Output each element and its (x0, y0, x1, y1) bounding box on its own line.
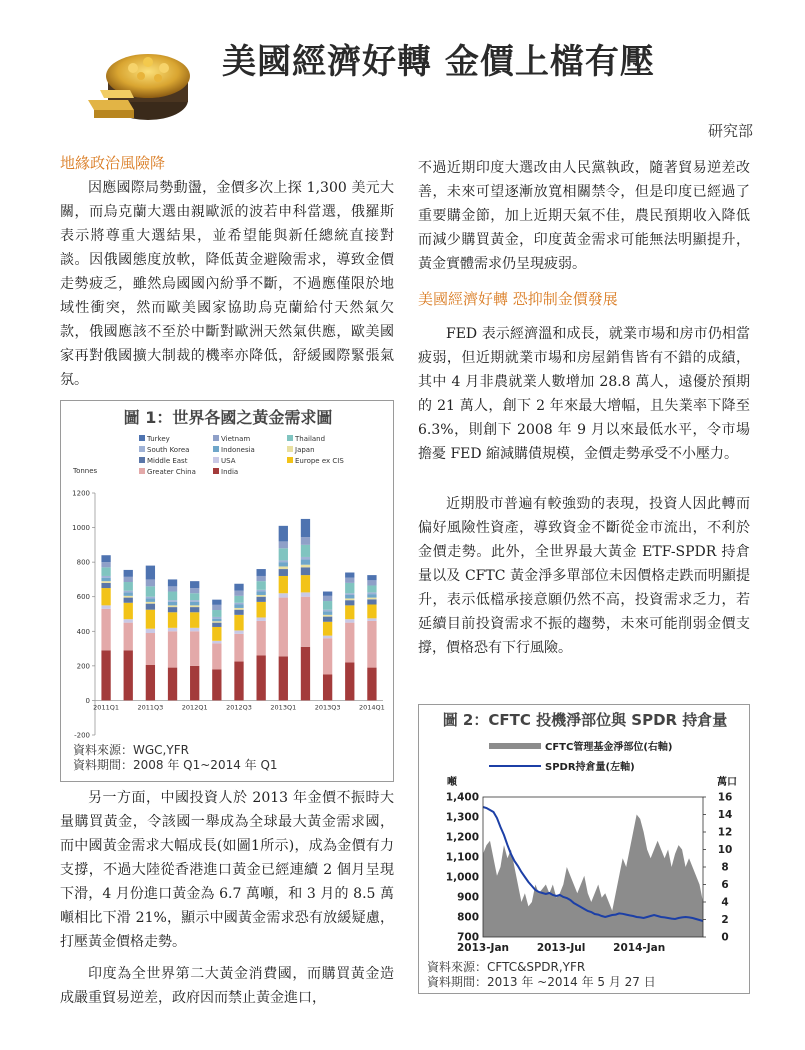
legend-swatch (213, 446, 219, 452)
bar-segment (301, 567, 310, 575)
bar-segment (323, 592, 332, 596)
bar-segment (190, 612, 199, 628)
bar-segment (146, 633, 155, 665)
bar-segment (301, 537, 310, 545)
figure-1-title: 圖 1：世界各國之黃金需求圖 (123, 408, 333, 427)
bar-segment (367, 604, 376, 618)
gold-demand-chart (61, 429, 393, 747)
bar-segment (367, 594, 376, 597)
bar-segment (301, 592, 310, 596)
bar-segment (101, 578, 110, 581)
bar-segment (279, 562, 288, 566)
legend-swatch (139, 468, 145, 474)
legend-swatch (213, 468, 219, 474)
bar-segment (146, 602, 155, 604)
left-tick-label: 1,000 (445, 871, 479, 884)
section-heading-us-economy: 美國經濟好轉 恐抑制金價發展 (418, 290, 618, 308)
bar-segment (257, 576, 266, 581)
right-tick-label: 6 (721, 879, 729, 891)
bar-segment (301, 545, 310, 557)
paragraph-geopolitics: 因應國際局勢動盪，金價多次上探 1,300 美元大關，而烏克蘭大選由親歐派的波若申科當選，俄羅斯表示將尊重大選結果，並希望能與新任總統直接對談。因俄國態度放軟，降低黃金避險需求，導致金價走勢疲乏，雖然烏國國內紛爭不斷，不過應僅限於地域性衝突，然而歐美國家協助烏克蘭給付天然氣欠款，俄國應該不至於中斷對歐洲天然氣供應，歐美國家再對俄國擴大制裁的機率亦降低，舒緩國際緊張氣氛。 (60, 180, 394, 388)
right-axis-unit: 萬口 (717, 777, 737, 788)
legend-label: Indonesia (221, 446, 255, 454)
legend-label: Middle East (147, 457, 188, 465)
bar-segment (257, 597, 266, 602)
bar-segment (168, 605, 177, 607)
paragraph-india-cont: 不過近期印度大選改由人民黨執政，隨著貿易逆差改善，未來可望逐漸放寬相關禁令，但是印度已經過了重要購金節，加上近期天氣不佳，農民預期收入降低而減少購買黃金，印度黃金需求可能無法明顯提升，黃金實體需求仍呈現疲弱。 (418, 160, 750, 272)
bar-segment (367, 585, 376, 592)
bar-segment (101, 650, 110, 700)
y-tick-label: 600 (76, 593, 90, 602)
bar-segment (168, 592, 177, 601)
x-tick-label: 2012Q1 (181, 703, 208, 712)
legend-swatch (139, 457, 145, 463)
right-tick-label: 4 (721, 896, 729, 909)
bar-segment (301, 575, 310, 592)
bar-segment (367, 575, 376, 580)
bar-segment (234, 608, 243, 610)
y-tick-label: 400 (76, 627, 90, 636)
y-tick-label: 800 (76, 558, 90, 567)
right-tick-label: 14 (717, 809, 733, 821)
bar-segment (101, 555, 110, 562)
bar-segment (234, 662, 243, 701)
bar-segment (279, 576, 288, 593)
bar-segment (212, 600, 221, 605)
y-tick-label: 1000 (72, 524, 90, 533)
legend-label-spdr: SPDR持倉量(左軸) (545, 762, 635, 773)
bar-segment (234, 610, 243, 615)
bar-segment (257, 590, 266, 592)
legend-swatch (287, 435, 293, 441)
bar-segment (124, 598, 133, 603)
bar-segment (190, 631, 199, 666)
bar-segment (168, 600, 177, 602)
bar-segment (257, 602, 266, 618)
x-tick-label: 2012Q3 (226, 703, 252, 712)
legend-label: Vietnam (221, 435, 251, 443)
bar-segment (279, 598, 288, 657)
bar-segment (301, 557, 310, 560)
bar-segment (367, 618, 376, 621)
bar-segment (279, 593, 288, 597)
bar-segment (234, 615, 243, 631)
bar-segment (124, 582, 133, 591)
figure-1 (60, 400, 394, 782)
bar-segment (212, 627, 221, 641)
legend-label: Europe ex CIS (295, 457, 344, 465)
bar-segment (345, 595, 354, 598)
bar-segment (146, 604, 155, 610)
legend-swatch (213, 435, 219, 441)
bar-segment (323, 638, 332, 674)
right-tick-label: 12 (717, 826, 733, 839)
bar-segment (234, 604, 243, 607)
bar-segment (124, 619, 133, 622)
bar-segment (323, 615, 332, 617)
bar-segment (168, 668, 177, 701)
right-tick-label: 8 (721, 861, 729, 874)
bar-segment (257, 617, 266, 620)
bar-segment (190, 607, 199, 612)
bar-segment (301, 565, 310, 568)
bar-segment (146, 610, 155, 629)
right-tick-label: 0 (721, 931, 729, 944)
bar-segment (212, 669, 221, 700)
y-tick-label: -200 (74, 731, 90, 740)
bar-segment (345, 573, 354, 578)
x-tick-label: 2013Q3 (314, 703, 341, 712)
bar-segment (146, 629, 155, 633)
cftc-spdr-chart (419, 731, 749, 959)
right-tick-label: 16 (717, 791, 733, 804)
bar-segment (257, 621, 266, 656)
bar-segment (234, 603, 243, 605)
x-tick-label: 2014Q1 (359, 703, 385, 712)
department-label: 研究部 (708, 122, 754, 140)
bar-segment (146, 597, 155, 599)
page-title: 美國經濟好轉 金價上檔有壓 (222, 42, 655, 82)
bar-segment (257, 581, 266, 590)
bar-segment (124, 577, 133, 582)
legend-label: USA (221, 457, 236, 465)
section-heading-geopolitics: 地緣政治風險降 (60, 154, 166, 172)
bar-segment (146, 586, 155, 596)
bar-segment (101, 588, 110, 605)
left-tick-label: 1,300 (445, 811, 479, 824)
left-tick-label: 1,400 (445, 791, 479, 804)
bar-segment (279, 526, 288, 542)
left-tick-label: 1,100 (445, 851, 479, 864)
bar-segment (234, 596, 243, 603)
bar-segment (190, 628, 199, 631)
bar-segment (279, 566, 288, 569)
bar-segment (323, 610, 332, 612)
legend-label: Japan (295, 446, 315, 454)
legend-swatch-cftc (489, 743, 541, 749)
bar-segment (212, 641, 221, 644)
bar-segment (367, 621, 376, 668)
bar-segment (101, 567, 110, 576)
bar-segment (212, 623, 221, 627)
bar-segment (168, 628, 177, 631)
legend-swatch (213, 457, 219, 463)
x-tick-label: 2011Q1 (93, 703, 119, 712)
paragraph-india: 印度為全世界第二大黃金消費國，而購買黃金造成嚴重貿易逆差，政府因而禁止黃金進口， (60, 966, 394, 1006)
bar-segment (301, 519, 310, 537)
bar-segment (279, 569, 288, 576)
legend-label-cftc: CFTC管理基金淨部位(右軸) (545, 742, 673, 753)
bar-segment (323, 611, 332, 614)
bar-segment (257, 592, 266, 595)
legend-swatch (139, 446, 145, 452)
bar-segment (124, 596, 133, 598)
bar-segment (124, 603, 133, 619)
bar-segment (212, 605, 221, 610)
bar-segment (212, 643, 221, 669)
y-tick-label: 1200 (72, 489, 90, 498)
paragraph-fed: FED 表示經濟溫和成長，就業市場和房市仍相當疲弱，但近期就業市場和房屋銷售皆有不錯的成績，其中 4 月非農就業人數增加 28.8 萬人，遠優於預期的 21 萬人，創下 2 年來最大增幅，且失業率下降至 6.3%，則創下 2008 年 9 月以來最低水平，令市場擔憂 FED 縮減購債規模，金價走勢承受不小壓力。 (418, 326, 750, 462)
bar-segment (345, 619, 354, 622)
bar-segment (168, 607, 177, 612)
bar-segment (124, 623, 133, 651)
legend-label: India (221, 468, 239, 476)
bar-segment (345, 593, 354, 595)
bar-segment (323, 622, 332, 636)
bar-segment (367, 580, 376, 585)
bar-segment (367, 599, 376, 604)
legend-swatch (287, 446, 293, 452)
bar-segment (124, 650, 133, 700)
bar-segment (301, 647, 310, 701)
bar-segment (257, 595, 266, 597)
bar-segment (367, 668, 376, 701)
bar-segment (234, 591, 243, 596)
bar-segment (212, 619, 221, 622)
bar-segment (190, 600, 199, 602)
figure-2-source: 資料來源：CFTC&SPDR,YFR (427, 960, 586, 974)
x-tick-label: 2013Q1 (270, 703, 297, 712)
bar-segment (146, 598, 155, 601)
bar-segment (168, 612, 177, 628)
bar-segment (190, 588, 199, 593)
bar-segment (124, 591, 133, 593)
legend-label: Greater China (147, 468, 196, 476)
bar-segment (190, 602, 199, 605)
bar-segment (323, 596, 332, 601)
bar-segment (345, 578, 354, 583)
bar-segment (345, 598, 354, 600)
legend-swatch (287, 457, 293, 463)
bar-segment (323, 617, 332, 622)
bar-segment (168, 579, 177, 586)
bar-segment (101, 562, 110, 567)
bar-segment (234, 634, 243, 662)
legend-label: Thailand (295, 435, 326, 443)
legend-label: Turkey (147, 435, 170, 443)
left-tick-label: 800 (457, 911, 479, 924)
x-tick-label: 2011Q3 (137, 703, 164, 712)
bar-segment (168, 602, 177, 605)
gold-coins-photo (78, 38, 198, 124)
x-tick-label: 2013-Jul (536, 942, 586, 954)
bar-segment (345, 600, 354, 605)
y-axis-label: Tonnes (73, 467, 98, 475)
bar-segment (212, 610, 221, 617)
bar-segment (101, 605, 110, 608)
x-tick-label: 2014-Jan (613, 942, 666, 954)
bar-segment (367, 598, 376, 600)
bar-segment (212, 617, 221, 619)
figure-2-period: 資料期間：2013 年 ~2014 年 5 月 27 日 (427, 975, 656, 989)
figure-1-period: 資料期間：2008 年 Q1~2014 年 Q1 (73, 758, 278, 772)
bar-segment (101, 583, 110, 588)
bar-segment (124, 592, 133, 595)
bar-segment (279, 541, 288, 548)
figure-1-source: 資料來源：WGC,YFR (73, 743, 189, 757)
bar-segment (101, 609, 110, 650)
bar-segment (234, 630, 243, 633)
bar-segment (301, 560, 310, 565)
bar-segment (212, 621, 221, 622)
bar-segment (279, 548, 288, 560)
bar-segment (168, 631, 177, 667)
bar-segment (168, 586, 177, 591)
bar-segment (190, 593, 199, 600)
bar-segment (190, 666, 199, 701)
left-axis-unit: 噸 (447, 777, 457, 788)
bar-segment (146, 566, 155, 580)
y-tick-label: 0 (85, 696, 90, 705)
bar-segment (345, 605, 354, 619)
left-tick-label: 700 (457, 931, 479, 944)
paragraph-china: 另一方面，中國投資人於 2013 年金價不振時大量購買黃金，令該國一舉成為全球最大黃金需求國，而中國黃金需求大幅成長(如圖1所示)，成為金價有力支撐，不過大陸從香港進口黃金已經連續 2 個月呈現下滑，4 月份進口黃金為 6.7 萬噸，和 3 月的 8.5 萬噸相比下滑 21%，顯示中國黃金需求恐有放緩疑慮，打壓黃金價格走勢。 (60, 790, 394, 950)
left-tick-label: 900 (457, 891, 479, 904)
bar-segment (323, 636, 332, 639)
paragraph-markets: 近期股市普遍有較強勁的表現，投資人因此轉而偏好風險性資產，導致資金不斷從金市流出，不利於金價走勢。此外，全世界最大黃金 ETF-SPDR 持倉量以及 CFTC 黃金淨多單部位未因價格走跌而明顯提升，表示低檔承接意願仍然不高，投資需求乏力，若延續目前投資需求不振的趨勢，未來可能削弱金價支撐，價格恐有下行風險。 (418, 496, 750, 656)
bar-segment (101, 576, 110, 578)
bar-segment (301, 597, 310, 647)
left-tick-label: 1,200 (445, 831, 479, 844)
bar-segment (345, 662, 354, 700)
bar-segment (345, 623, 354, 663)
figure-2-title: 圖 2：CFTC 投機淨部位與 SPDR 持倉量 (442, 711, 728, 729)
bar-segment (279, 560, 288, 562)
x-tick-label: 2013-Jan (456, 942, 510, 954)
bar-segment (190, 605, 199, 607)
bar-segment (323, 601, 332, 610)
bar-segment (345, 583, 354, 593)
y-tick-label: 200 (76, 662, 90, 671)
right-tick-label: 2 (721, 914, 729, 926)
bar-segment (257, 655, 266, 700)
legend-swatch (139, 435, 145, 441)
bar-segment (257, 569, 266, 576)
bar-segment (367, 592, 376, 594)
bar-segment (190, 581, 199, 588)
bar-segment (234, 584, 243, 591)
bar-segment (323, 675, 332, 701)
figure-2 (418, 704, 750, 994)
bar-segment (279, 656, 288, 700)
bar-segment (146, 579, 155, 586)
legend-label: South Korea (147, 446, 190, 454)
right-tick-label: 10 (717, 844, 733, 856)
bar-segment (101, 581, 110, 583)
bar-segment (146, 665, 155, 700)
bar-segment (124, 570, 133, 577)
